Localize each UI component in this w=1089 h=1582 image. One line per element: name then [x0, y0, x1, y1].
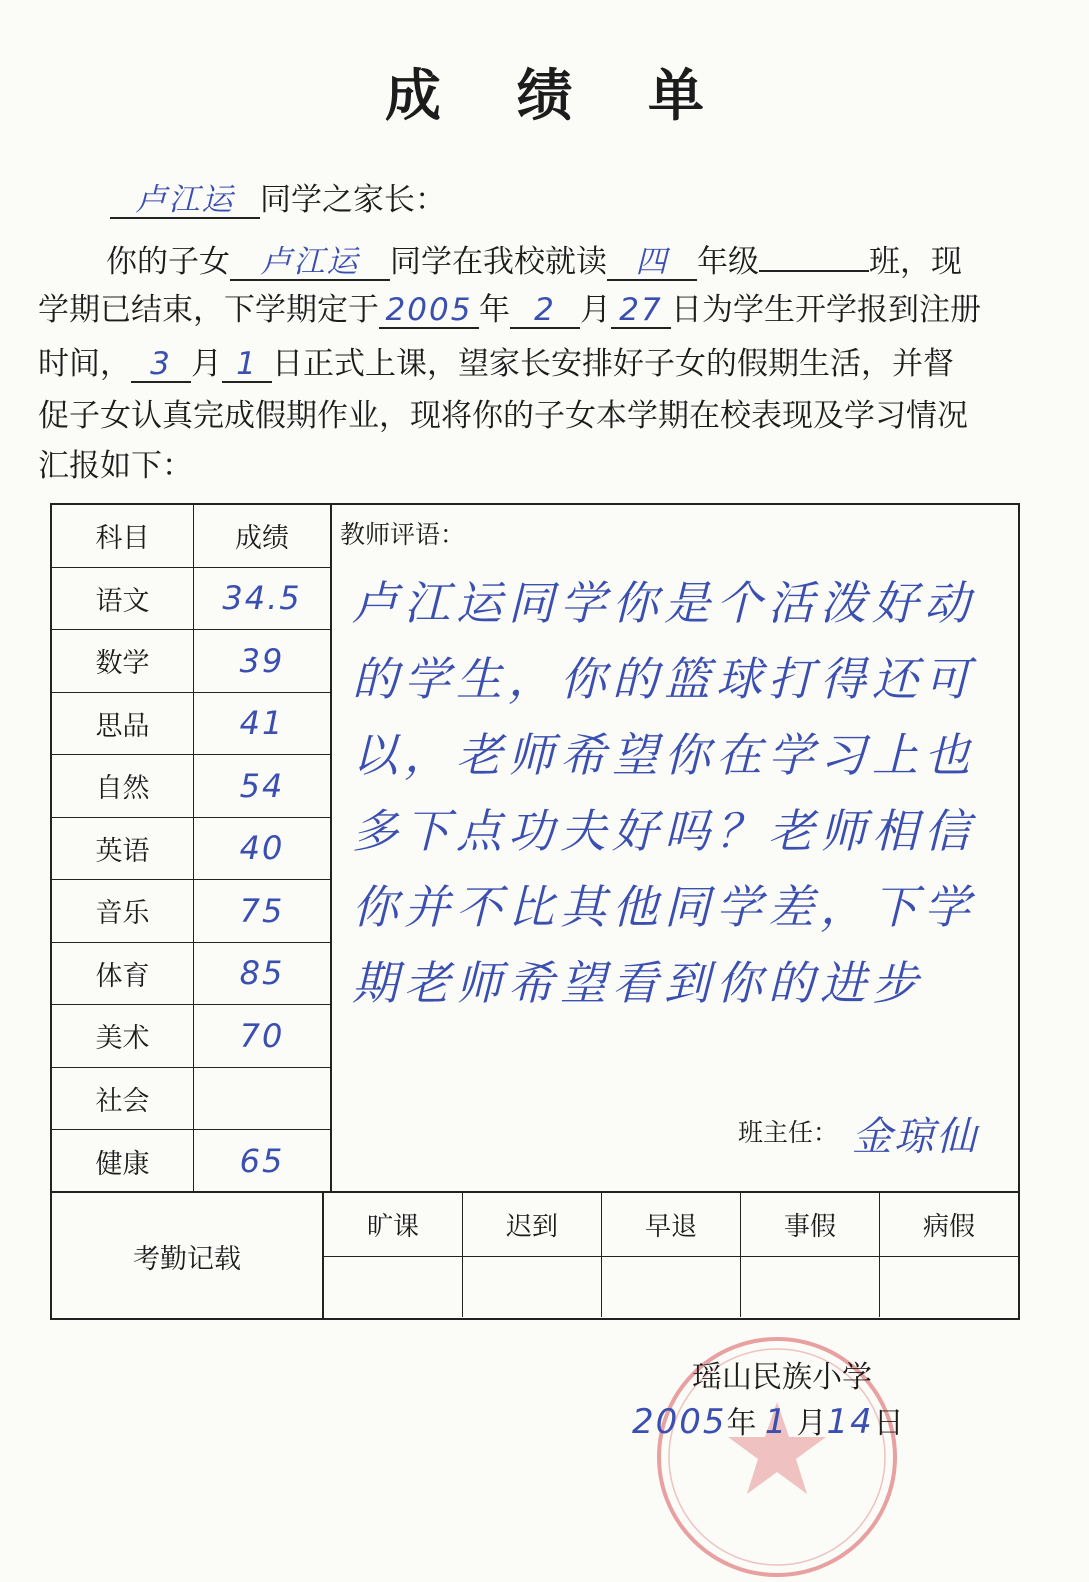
student-name: 卢江运: [135, 182, 235, 218]
class-blank: [759, 236, 869, 272]
subject-cell: 体育: [52, 943, 194, 1005]
grade-value: 四: [635, 244, 669, 280]
attendance-header: 旷课: [324, 1193, 463, 1257]
teacher-signature: 金琼仙: [852, 1114, 978, 1160]
reg-year: 2005: [385, 292, 473, 328]
intro-line2-prefix: 学期已结束，下学期定于: [38, 292, 379, 328]
table-row: [52, 630, 330, 693]
grade-label: 年级: [697, 244, 759, 280]
report-table: [50, 503, 1020, 1320]
score-cell: 85: [239, 954, 285, 993]
subject-cell: 语文: [52, 568, 194, 630]
subject-cell: 数学: [52, 630, 194, 692]
subject-cell: 思品: [52, 693, 194, 755]
issue-day-label: 日: [873, 1406, 904, 1441]
school-name: 瑶山民族小学: [692, 1360, 872, 1395]
score-cell: 34.5: [222, 579, 302, 618]
table-row: [52, 693, 330, 756]
reg-month: 2: [534, 292, 556, 328]
subject-cell: 音乐: [52, 880, 194, 942]
attendance-header: 迟到: [463, 1193, 602, 1257]
score-cell: 39: [239, 641, 285, 680]
attendance-value: [741, 1257, 880, 1317]
attendance-value: [602, 1257, 741, 1317]
score-cell: 70: [239, 1016, 285, 1055]
intro-line3-prefix: 时间，: [38, 346, 131, 382]
class-day: 1: [236, 346, 258, 382]
issue-month-label: 月: [796, 1406, 827, 1441]
table-row: [52, 1130, 330, 1193]
attendance-header: 早退: [602, 1193, 741, 1257]
table-row: [52, 818, 330, 881]
table-row: [52, 880, 330, 943]
intro-line-5: 汇报如下：: [38, 448, 193, 484]
reg-year-blank: [379, 293, 479, 329]
class-label: 班，现: [869, 244, 962, 280]
reg-day-blank: [611, 293, 671, 329]
reg-month-label: 月: [580, 292, 611, 328]
subject-cell: 自然: [52, 755, 194, 817]
teacher-comment: 卢江运同学你是个活泼好动的学生，你的篮球打得还可以，老师希望你在学习上也多下点功夫好吗？老师相信你并不比其他同学差，下学期老师希望看到你的进步: [352, 576, 976, 1010]
student-name-blank-2: [230, 245, 390, 281]
reg-year-label: 年: [479, 292, 510, 328]
intro-line-2: [38, 290, 1048, 330]
class-month-blank: [131, 347, 191, 383]
subject-cell: 英语: [52, 818, 194, 880]
reg-month-blank: [510, 293, 580, 329]
subject-header: 科目: [52, 505, 194, 567]
issue-month: 1: [764, 1402, 789, 1442]
score-cell: [194, 1068, 330, 1130]
score-cell: 40: [239, 829, 285, 868]
table-row: [52, 568, 330, 631]
subject-cell: 美术: [52, 1005, 194, 1067]
greeting-line: [110, 180, 1089, 220]
student-name-2: 卢江运: [260, 244, 360, 280]
student-name-blank: [110, 183, 260, 219]
subject-cell: 社会: [52, 1068, 194, 1130]
class-month: 3: [150, 346, 172, 382]
parent-suffix: 同学之家长：: [260, 182, 446, 218]
score-header: 成绩: [235, 523, 289, 555]
score-cell: 75: [239, 891, 285, 930]
teacher-label: 班主任：: [738, 1118, 839, 1147]
issue-year: 2005: [632, 1402, 727, 1442]
attendance-section: [52, 1191, 1018, 1318]
intro-prefix: 你的子女: [106, 244, 230, 280]
table-row: [52, 1068, 330, 1131]
grade-blank: [607, 245, 697, 281]
intro-line-4: 促子女认真完成假期作业，现将你的子女本学期在校表现及学习情况: [38, 398, 968, 434]
intro-after-name: 同学在我校就读: [390, 244, 607, 280]
issue-day: 14: [826, 1402, 874, 1442]
class-day-blank: [222, 347, 272, 383]
attendance-label: 考勤记载: [52, 1193, 324, 1320]
issue-year-label: 年: [726, 1406, 757, 1441]
page-title: 成 绩 单: [385, 64, 732, 129]
attendance-value: [463, 1257, 602, 1317]
issue-date: [632, 1398, 904, 1442]
subject-cell: 健康: [52, 1130, 194, 1193]
intro-line2-suffix: 日为学生开学报到注册: [671, 292, 981, 328]
score-cell: 54: [239, 766, 285, 805]
class-month-label: 月: [191, 346, 222, 382]
table-row: [52, 943, 330, 1006]
attendance-header: 事假: [741, 1193, 880, 1257]
intro-line3-suffix: 日正式上课，望家长安排好子女的假期生活，并督: [272, 346, 954, 382]
intro-line-1: [106, 236, 1089, 282]
table-row: [52, 1005, 330, 1068]
comment-label: 教师评语：: [340, 520, 466, 549]
attendance-header: 病假: [880, 1193, 1018, 1257]
reg-day: 27: [619, 292, 663, 328]
attendance-value: [324, 1257, 463, 1317]
table-header-row: [52, 505, 330, 568]
table-row: [52, 755, 330, 818]
score-column: [52, 505, 332, 1193]
intro-line-3: [38, 344, 1048, 384]
score-cell: 41: [239, 704, 285, 743]
score-cell: 65: [239, 1142, 285, 1181]
attendance-value: [880, 1257, 1018, 1317]
